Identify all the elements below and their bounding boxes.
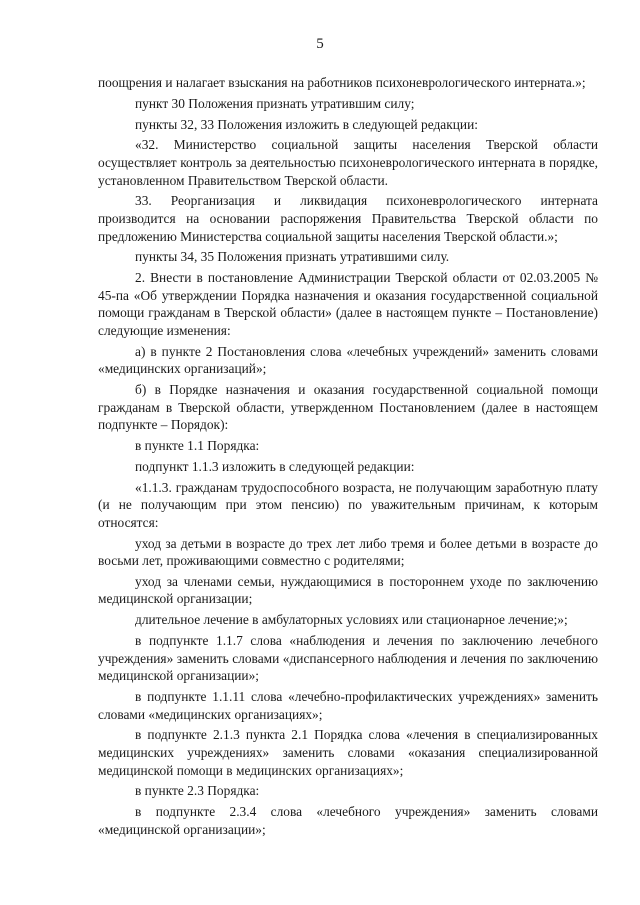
paragraph: пункты 32, 33 Положения изложить в следующей редакции: xyxy=(135,116,478,132)
paragraph: в пункте 1.1 Порядка: xyxy=(135,437,260,453)
paragraph: подпункт 1.1.3 изложить в следующей редакции: xyxy=(135,458,415,474)
paragraph: поощрения и налагает взыскания на работников психоневрологического интерната.»; xyxy=(98,75,586,90)
paragraph: пункт 30 Положения признать утратившим силу; xyxy=(135,95,415,111)
paragraph: 33. Реорганизация и ликвидация психоневрологического интерната производится на основании распоряжения Правительства Тверской области по предложению Министерства социальной защиты населения Тверской области.»; xyxy=(98,193,598,244)
document-body xyxy=(98,74,598,842)
paragraph: «1.1.3. гражданам трудоспособного возраста, не получающим заработную плату (и не получающим при этом пенсию) по уважительным причинам, к которым относятся: xyxy=(98,479,598,530)
paragraph: в подпункте 2.3.4 слова «лечебного учреждения» заменить словами «медицинской организации»; xyxy=(98,804,598,837)
paragraph: пункты 34, 35 Положения признать утратившими силу. xyxy=(135,249,450,265)
paragraph: длительное лечение в амбулаторных условиях или стационарное лечение;»; xyxy=(135,612,568,628)
paragraph: а) в пункте 2 Постановления слова «лечебных учреждений» заменить словами «медицинских организаций»; xyxy=(98,343,598,377)
paragraph: «32. Министерство социальной защиты населения Тверской области осуществляет контроль за деятельностью психоневрологического интерната в порядке, установленном Правительством Тверской области. xyxy=(98,137,598,188)
paragraph: в подпункте 2.1.3 пункта 2.1 Порядка слова «лечения в специализированных медицинских учреждениях» заменить словами «оказания специализированной медицинской помощи в медицинских организациях»; xyxy=(98,727,598,778)
paragraph: в пункте 2.3 Порядка: xyxy=(135,783,260,799)
paragraph: б) в Порядке назначения и оказания государственной социальной помощи гражданам в Тверской области, утвержденном Постановлением (далее в настоящем подпункте – Порядок): xyxy=(98,382,598,433)
paragraph: уход за членами семьи, нуждающимися в постороннем уходе по заключению медицинской организации; xyxy=(98,573,598,607)
paragraph: уход за детьми в возрасте до трех лет либо тремя и более детьми в возрасте до восьми лет, проживающими совместно с родителями; xyxy=(98,535,598,569)
page-number: 5 xyxy=(316,36,324,52)
paragraph: 2. Внести в постановление Администрации Тверской области от 02.03.2005 № 45-па «Об утверждении Порядка назначения и оказания государственной социальной помощи гражданам в Тверской области» (далее в настоящем пункте – Постановление) следующие изменения: xyxy=(98,270,598,338)
paragraph: в подпункте 1.1.11 слова «лечебно-профилактических учреждениях» заменить словами «медицинских организациях»; xyxy=(98,689,598,722)
paragraph: в подпункте 1.1.7 слова «наблюдения и лечения по заключению лечебного учреждения» заменить словами «диспансерного наблюдения и лечения по заключению медицинской организации»; xyxy=(98,633,598,684)
